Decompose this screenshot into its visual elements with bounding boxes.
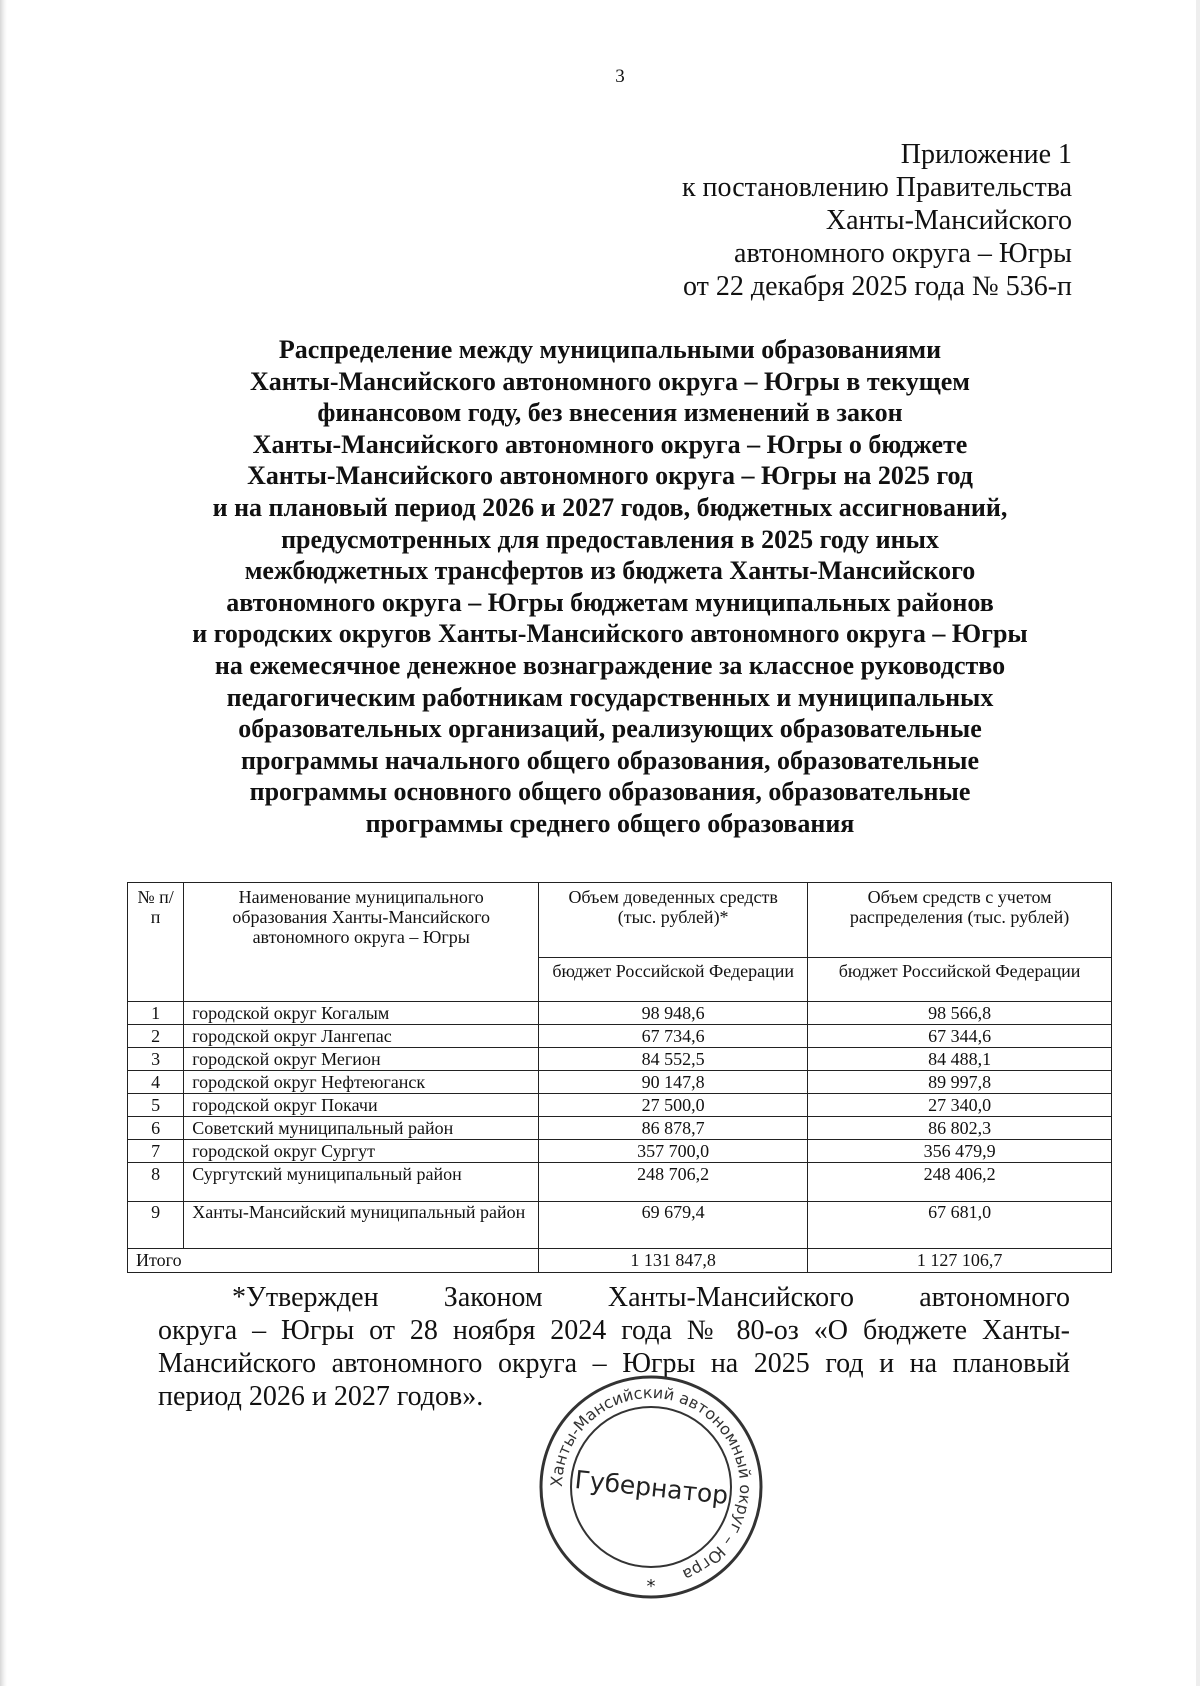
row-allocated: 27 500,0: [539, 1094, 808, 1117]
governor-seal-stamp: [536, 1372, 766, 1602]
row-distributed: 67 344,6: [808, 1025, 1112, 1048]
row-number: 3: [128, 1048, 184, 1071]
appendix-line: автономного округа – Югры: [734, 238, 1072, 269]
row-number: 6: [128, 1117, 184, 1140]
row-allocated: 248 706,2: [539, 1163, 808, 1202]
appendix-block: [682, 138, 1072, 303]
title-line: предусмотренных для предоставления в 2025 году иных: [281, 524, 939, 554]
row-number: 1: [128, 1002, 184, 1025]
row-number: 5: [128, 1094, 184, 1117]
title-line: Ханты-Мансийского автономного округа – Югры в текущем: [250, 366, 970, 396]
subheader-federal-budget: бюджет Российской Федерации: [539, 958, 808, 1002]
page-number: 3: [615, 66, 625, 87]
seal-star: *: [646, 1576, 656, 1597]
row-municipality: Ханты-Мансийский муниципальный район: [184, 1202, 539, 1249]
row-distributed: 98 566,8: [808, 1002, 1112, 1025]
header-number: № п/п: [128, 883, 184, 1002]
table-row: [128, 1202, 1112, 1249]
row-number: 8: [128, 1163, 184, 1202]
row-municipality: Сургутский муниципальный район: [184, 1163, 539, 1202]
row-number: 4: [128, 1071, 184, 1094]
row-allocated: 84 552,5: [539, 1048, 808, 1071]
title-line: программы основного общего образования, образовательные: [249, 777, 971, 807]
header-allocated-funds: Объем доведенных средств (тыс. рублей)*: [539, 883, 808, 958]
row-distributed: 86 802,3: [808, 1117, 1112, 1140]
title-line: межбюджетных трансфертов из бюджета Ханты-Мансийского: [244, 556, 976, 586]
title-line: программы среднего общего образования: [365, 808, 855, 838]
scan-edge-left: [0, 0, 7, 1686]
row-municipality: Советский муниципальный район: [184, 1117, 539, 1140]
table-header-row: [128, 883, 1112, 958]
row-allocated: 90 147,8: [539, 1071, 808, 1094]
title-line: Ханты-Мансийского автономного округа – Югры о бюджете: [252, 429, 968, 459]
row-distributed: 67 681,0: [808, 1202, 1112, 1249]
seal-ring-text: Ханты-Мансийский автономный округ – Югра: [546, 1382, 756, 1585]
total-distributed: 1 127 106,7: [808, 1249, 1112, 1273]
total-allocated: 1 131 847,8: [539, 1249, 808, 1273]
row-municipality: городской округ Мегион: [184, 1048, 539, 1071]
table-row: [128, 1071, 1112, 1094]
seal-center-text: Губернатор: [573, 1465, 730, 1510]
table-row: [128, 1163, 1112, 1202]
scan-edge-right: [1196, 0, 1200, 1686]
row-municipality: городской округ Сургут: [184, 1140, 539, 1163]
title-line: и городских округов Ханты-Мансийского автономного округа – Югры: [192, 619, 1028, 649]
header-municipality: Наименование муниципального образования Ханты-Мансийского автономного округа – Югры: [184, 883, 539, 1002]
title-line: и на плановый период 2026 и 2027 годов, бюджетных ассигнований,: [212, 492, 1008, 522]
row-number: 9: [128, 1202, 184, 1249]
row-allocated: 98 948,6: [539, 1002, 808, 1025]
allocation-table: [127, 882, 1112, 1273]
row-allocated: 357 700,0: [539, 1140, 808, 1163]
title-line: образовательных организаций, реализующих образовательные: [238, 714, 982, 744]
appendix-line: от 22 декабря 2025 года № 536-п: [683, 271, 1072, 302]
table-row: [128, 1094, 1112, 1117]
row-distributed: 356 479,9: [808, 1140, 1112, 1163]
total-label: Итого: [128, 1249, 539, 1273]
title-line: педагогическим работникам государственных и муниципальных: [226, 682, 994, 712]
row-municipality: городской округ Покачи: [184, 1094, 539, 1117]
subheader-federal-budget: бюджет Российской Федерации: [808, 958, 1112, 1002]
row-distributed: 27 340,0: [808, 1094, 1112, 1117]
table-row: [128, 1025, 1112, 1048]
title-line: Ханты-Мансийского автономного округа – Югры на 2025 год: [247, 461, 973, 491]
footnote-text: округа – Югры от 28 ноября 2024 года № 80-оз «О бюджете Ханты-Мансийского автономного округа – Югры на 2025 год и на плановый период 2026 и 2027 годов».: [158, 1315, 1070, 1412]
row-allocated: 69 679,4: [539, 1202, 808, 1249]
table-row: [128, 1048, 1112, 1071]
table-row: [128, 1117, 1112, 1140]
row-allocated: 86 878,7: [539, 1117, 808, 1140]
row-number: 2: [128, 1025, 184, 1048]
row-municipality: городской округ Лангепас: [184, 1025, 539, 1048]
table-row: [128, 1140, 1112, 1163]
row-distributed: 84 488,1: [808, 1048, 1112, 1071]
title-line: на ежемесячное денежное вознаграждение за классное руководство: [214, 650, 1006, 680]
header-distributed-funds: Объем средств с учетом распределения (тыс. рублей): [808, 883, 1112, 958]
table-row: [128, 1002, 1112, 1025]
row-distributed: 248 406,2: [808, 1163, 1112, 1202]
row-distributed: 89 997,8: [808, 1071, 1112, 1094]
title-line: финансовом году, без внесения изменений в закон: [317, 398, 903, 428]
title-line: Распределение между муниципальными образованиями: [278, 335, 942, 364]
footnote-first-line: *Утвержден Законом Ханты-Мансийского автономного: [232, 1282, 1070, 1313]
title-line: автономного округа – Югры бюджетам муниципальных районов: [226, 587, 994, 617]
row-municipality: городской округ Когалым: [184, 1002, 539, 1025]
appendix-line: Приложение 1: [900, 139, 1072, 170]
row-allocated: 67 734,6: [539, 1025, 808, 1048]
document-title: [140, 334, 1080, 840]
row-municipality: городской округ Нефтеюганск: [184, 1071, 539, 1094]
appendix-line: к постановлению Правительства: [681, 172, 1072, 203]
appendix-line: Ханты-Мансийского: [825, 205, 1072, 236]
title-line: программы начального общего образования, образовательные: [240, 745, 979, 775]
table-total-row: [128, 1249, 1112, 1273]
row-number: 7: [128, 1140, 184, 1163]
